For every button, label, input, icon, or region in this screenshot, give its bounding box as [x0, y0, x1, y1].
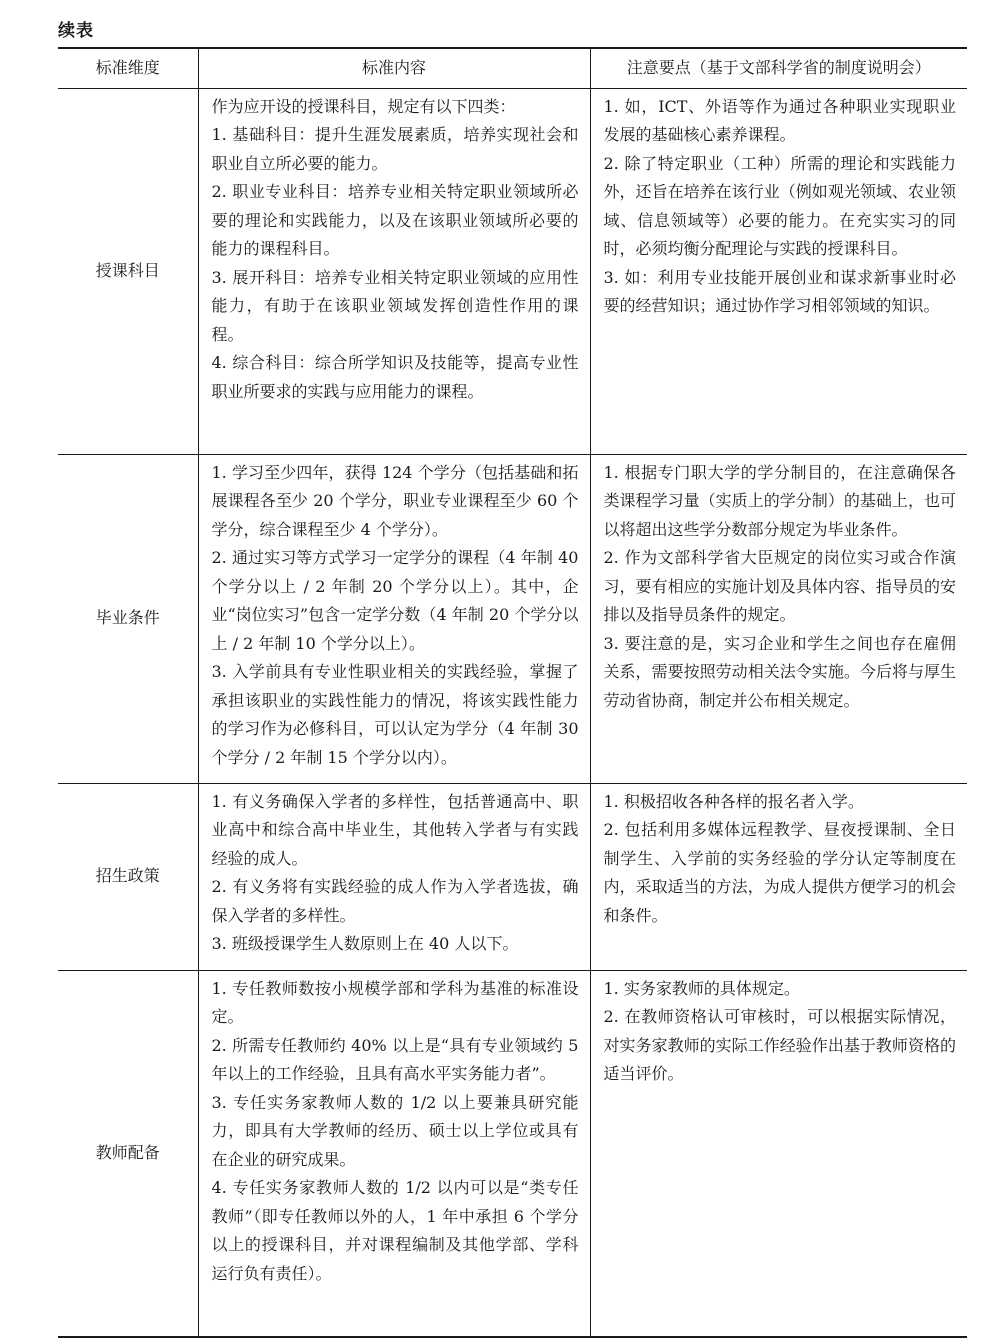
- content-item: 2. 通过实习等方式学习一定学分的课程（4 年制 40 个学分以上 / 2 年制 20 个学分以上）。其中，企业“岗位实习”包含一定学分数（4 年制 20 个学分以上 / 2 年制 10 个学分以上）。: [211, 548, 579, 653]
- standards-table: [58, 47, 967, 1338]
- note-item: 2. 作为文部科学省大臣规定的岗位实习或合作演习，要有相应的实施计划及具体内容、指导员的安排以及指导员条件的规定。: [603, 548, 956, 624]
- content-item: 2. 职业专业科目：培养专业相关特定职业领域所必要的理论和实践能力，以及在该职业领域所必要的能力的课程科目。: [211, 182, 579, 258]
- table-row: [58, 454, 967, 783]
- note-item: 1. 实务家教师的具体规定。: [603, 978, 800, 998]
- content-item: 1. 基础科目：提升生涯发展素质，培养实现社会和职业自立所必要的能力。: [211, 125, 579, 173]
- note-item: 3. 要注意的是，实习企业和学生之间也存在雇佣关系，需要按照劳动相关法令实施。今后将与厚生劳动省协商，制定并公布相关规定。: [603, 633, 956, 710]
- header-notes: 注意要点（基于文部科学省的制度说明会）: [590, 48, 967, 88]
- content-item: 1. 专任教师数按小规模学部和学科为基准的标准设定。: [211, 978, 579, 1026]
- notes-cell: [590, 88, 967, 454]
- note-item: 2. 除了特定职业（工种）所需的理论和实践能力外，还旨在培养在该行业（例如观光领域、农业领域、信息领域等）必要的能力。在充实实习的同时，必须均衡分配理论与实践的授课科目。: [603, 153, 956, 258]
- note-item: 1. 根据专门职大学的学分制目的，在注意确保各类课程学习量（实质上的学分制）的基础上，也可以将超出这些学分数部分规定为毕业条件。: [603, 462, 956, 539]
- header-row: [58, 48, 967, 88]
- table-row: [58, 783, 967, 970]
- table-row: [58, 88, 967, 454]
- content-item: 3. 入学前具有专业性职业相关的实践经验，掌握了承担该职业的实践性能力的情况，将该实践性能力的学习作为必修科目，可以认定为学分（4 年制 30 个学分 / 2 年制 15 个学分以内）。: [211, 662, 579, 767]
- content-item: 作为应开设的授课科目，规定有以下四类：: [211, 96, 516, 116]
- header-dimension: 标准维度: [58, 48, 198, 88]
- content-item: 1. 有义务确保入学者的多样性，包括普通高中、职业高中和综合高中毕业生，其他转入学者与有实践经验的成人。: [211, 791, 579, 868]
- dimension-cell: 毕业条件: [58, 454, 198, 783]
- notes-cell: [590, 454, 967, 783]
- content-cell: [198, 783, 590, 970]
- header-content: 标准内容: [198, 48, 590, 88]
- notes-cell: [590, 783, 967, 970]
- note-item: 1. 积极招收各种各样的报名者入学。: [603, 791, 864, 811]
- notes-cell: [590, 970, 967, 1337]
- content-item: 3. 展开科目：培养专业相关特定职业领域的应用性能力，有助于在该职业领域发挥创造性作用的课程。: [211, 267, 579, 344]
- note-item: 3. 如：利用专业技能开展创业和谋求新事业时必要的经营知识；通过协作学习相邻领域的知识。: [603, 267, 956, 315]
- content-item: 1. 学习至少四年，获得 124 个学分（包括基础和拓展课程各至少 20 个学分，职业专业课程至少 60 个学分，综合课程至少 4 个学分）。: [211, 462, 579, 539]
- content-item: 4. 综合科目：综合所学知识及技能等，提高专业性职业所要求的实践与应用能力的课程。: [211, 353, 579, 401]
- dimension-cell: 招生政策: [58, 783, 198, 970]
- dimension-cell: 授课科目: [58, 88, 198, 454]
- note-item: 2. 在教师资格认可审核时，可以根据实际情况，对实务家教师的实际工作经验作出基于教师资格的适当评价。: [603, 1007, 956, 1083]
- content-item: 3. 专任实务家教师人数的 1/2 以上要兼具研究能力，即具有大学教师的经历、硕士以上学位或具有在企业的研究成果。: [211, 1092, 579, 1169]
- content-item: 2. 有义务将有实践经验的成人作为入学者选拔，确保入学者的多样性。: [211, 877, 579, 925]
- content-item: 3. 班级授课学生人数原则上在 40 人以下。: [211, 934, 519, 953]
- table-caption: 续表: [58, 21, 94, 41]
- content-item: 2. 所需专任教师约 40% 以上是“具有专业领域约 5 年以上的工作经验，且具有高水平实务能力者”。: [211, 1035, 579, 1083]
- dimension-cell: 教师配备: [58, 970, 198, 1337]
- content-cell: [198, 454, 590, 783]
- content-cell: [198, 88, 590, 454]
- table-row: [58, 970, 967, 1337]
- note-item: 2. 包括利用多媒体远程教学、昼夜授课制、全日制学生、入学前的实务经验的学分认定等制度在内，采取适当的方法，为成人提供方便学习的机会和条件。: [603, 820, 956, 925]
- content-item: 4. 专任实务家教师人数的 1/2 以内可以是“类专任教师”（即专任教师以外的人，1 年中承担 6 个学分以上的授课科目，并对课程编制及其他学部、学科运行负有责任）。: [211, 1178, 579, 1283]
- note-item: 1. 如，ICT、外语等作为通过各种职业实现职业发展的基础核心素养课程。: [603, 96, 956, 144]
- content-cell: [198, 970, 590, 1337]
